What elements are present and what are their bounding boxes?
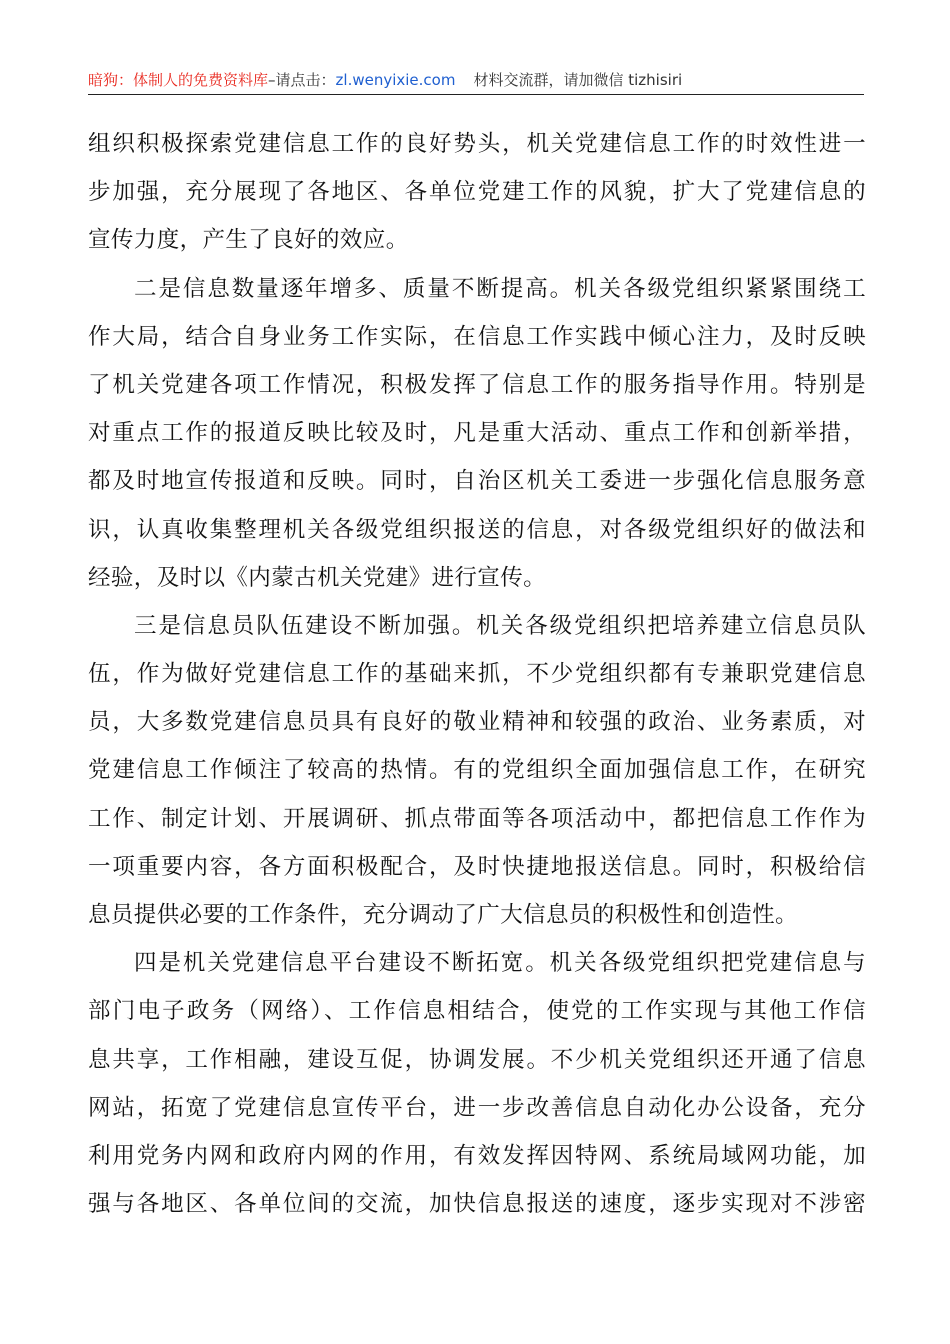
text-line: 四是机关党建信息平台建设不断拓宽。机关各级党组织把党建信息与 (134, 950, 866, 977)
text-line: 识，认真收集整理机关各级党组织报送的信息，对各级党组织好的做法和 (88, 516, 866, 543)
page-header (88, 66, 864, 95)
text-line: 部门电子政务（网络）、工作信息相结合，使党的工作实现与其他工作信 (88, 998, 866, 1025)
text-line: 经验，及时以《内蒙古机关党建》进行宣传。 (88, 564, 547, 591)
text-line: 宣传力度，产生了良好的效应。 (88, 227, 409, 254)
site-link[interactable]: zl.wenyixie.com (335, 71, 456, 89)
text-line: 息员提供必要的工作条件，充分调动了广大信息员的积极性和创造性。 (88, 902, 798, 928)
text-line: 网站，拓宽了党建信息宣传平台，进一步改善信息自动化办公设备，充分 (88, 1094, 866, 1121)
document-body (88, 120, 866, 1228)
click-prompt: –请点击： (268, 71, 336, 89)
text-line: 都及时地宣传报道和反映。同时，自治区机关工委进一步强化信息服务意 (88, 468, 866, 495)
text-line: 强与各地区、各单位间的交流，加快信息报送的速度，逐步实现对不涉密 (88, 1191, 866, 1218)
text-line: 利用党务内网和政府内网的作用，有效发挥因特网、系统局域网功能，加 (88, 1142, 866, 1169)
text-line: 对重点工作的报道反映比较及时，凡是重大活动、重点工作和创新举措， (88, 420, 866, 447)
text-line: 息共享，工作相融，建设互促，协调发展。不少机关党组织还开通了信息 (88, 1046, 866, 1073)
group-notice: 材料交流群，请加微信 tizhisiri (473, 71, 683, 89)
text-line: 作大局，结合自身业务工作实际，在信息工作实践中倾心注力，及时反映 (88, 323, 866, 350)
text-line: 步加强，充分展现了各地区、各单位党建工作的风貌，扩大了党建信息的 (88, 179, 866, 206)
text-line: 员，大多数党建信息员具有良好的敬业精神和较强的政治、业务素质，对 (88, 709, 866, 736)
text-line: 党建信息工作倾注了较高的热情。有的党组织全面加强信息工作，在研究 (88, 757, 866, 784)
text-line: 伍，作为做好党建信息工作的基础来抓，不少党组织都有专兼职党建信息 (88, 661, 866, 688)
text-line: 了机关党建各项工作情况，积极发挥了信息工作的服务指导作用。特别是 (88, 371, 866, 398)
text-line: 工作、制定计划、开展调研、抓点带面等各项活动中，都把信息工作作为 (88, 805, 866, 832)
text-line: 一项重要内容，各方面积极配合，及时快捷地报送信息。同时，积极给信 (88, 853, 866, 880)
text-line: 三是信息员队伍建设不断加强。机关各级党组织把培养建立信息员队 (134, 612, 866, 639)
text-line: 二是信息数量逐年增多、质量不断提高。机关各级党组织紧紧围绕工 (134, 275, 866, 302)
site-name: 暗狗：体制人的免费资料库 (88, 71, 269, 89)
text-line: 组织积极探索党建信息工作的良好势头，机关党建信息工作的时效性进一 (88, 131, 866, 157)
